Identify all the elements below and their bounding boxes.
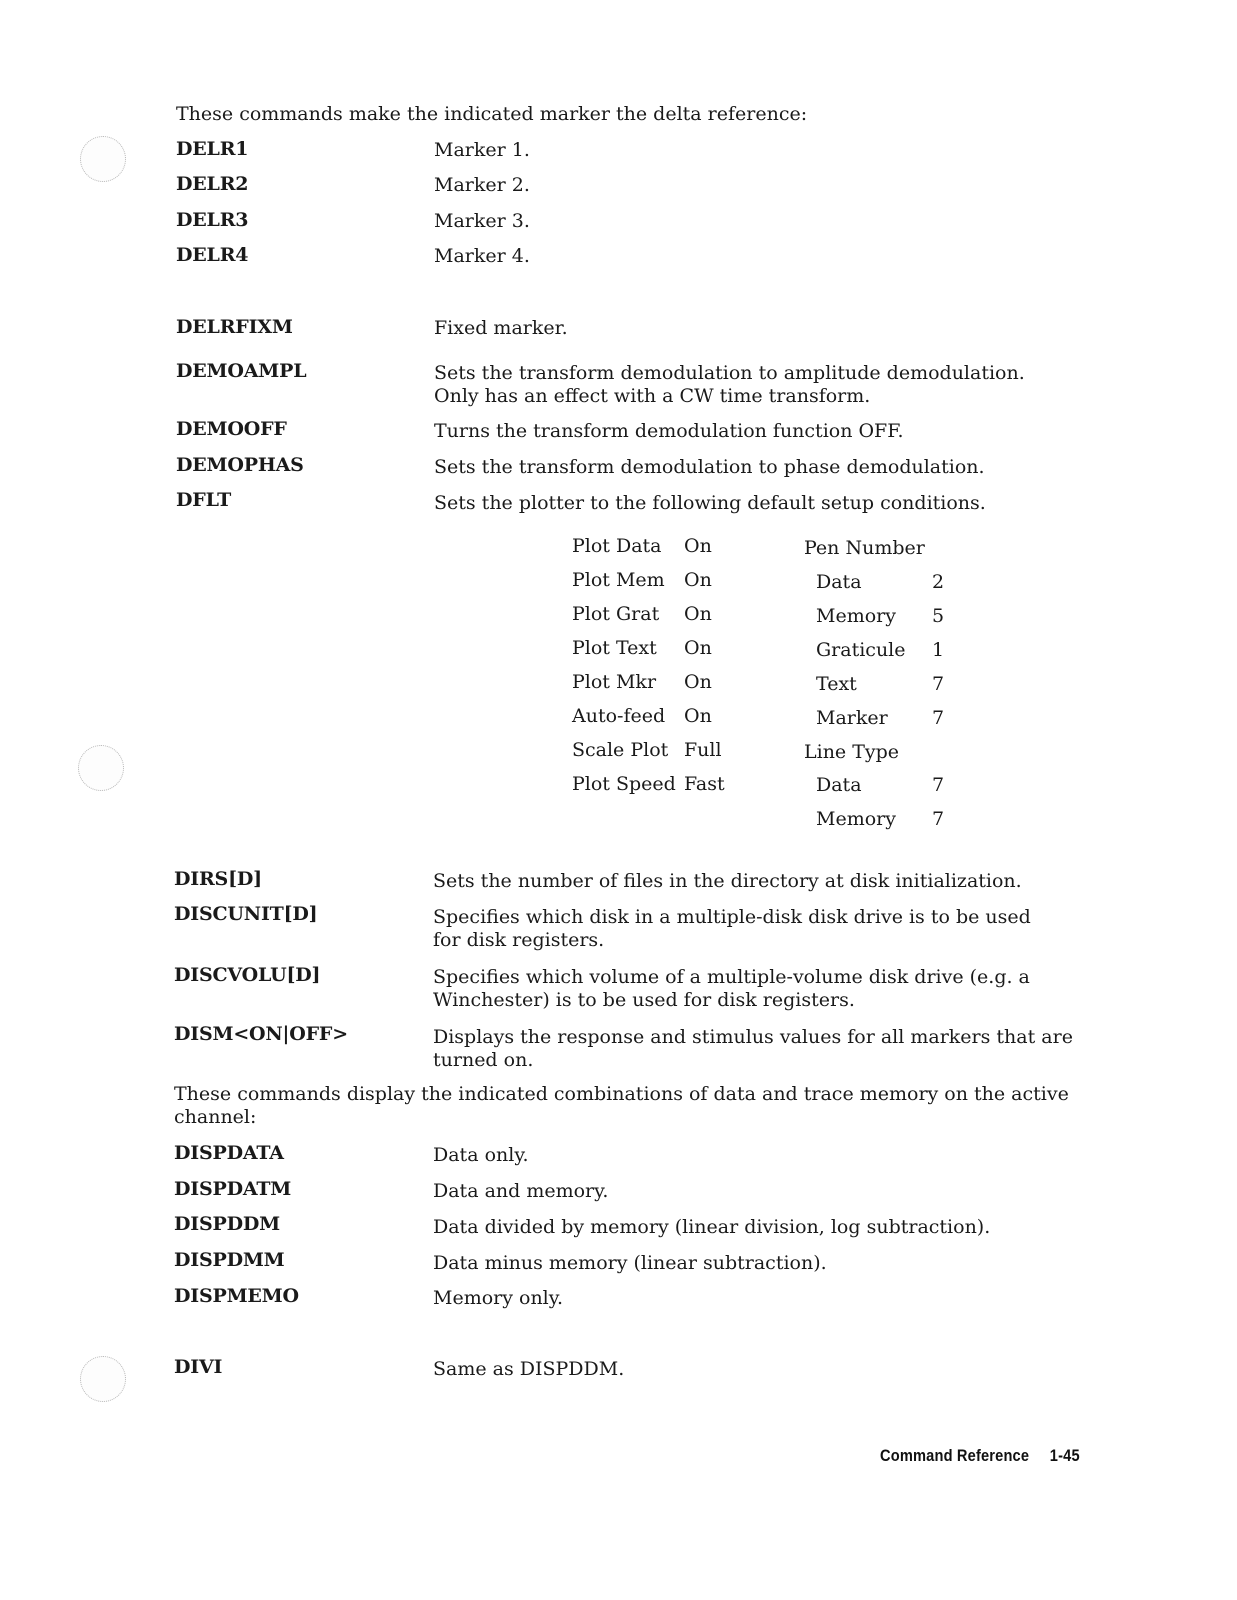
command-name: DISPDDM [174, 1213, 280, 1235]
table-value: Fast [684, 773, 725, 795]
command-description: Marker 2. [434, 174, 530, 196]
table-value: 7 [932, 774, 945, 796]
command-description: Sets the transform demodulation to phase demodulation. [434, 456, 985, 478]
command-name: DISCVOLU[D] [174, 964, 321, 986]
command-description: Memory only. [433, 1287, 564, 1309]
command-name: DELR2 [176, 173, 249, 195]
intro-delta-text: These commands make the indicated marker the delta reference: [176, 103, 808, 125]
command-name: DISPDATM [174, 1178, 292, 1200]
command-name: DISCUNIT[D] [174, 903, 318, 925]
table-value: 7 [932, 808, 945, 830]
table-value: On [684, 705, 712, 727]
command-description: Data divided by memory (linear division, log subtraction). [433, 1216, 991, 1238]
table-label: Plot Grat [572, 603, 660, 625]
footer-section-title: Command Reference [880, 1446, 1030, 1465]
table-heading: Pen Number [804, 537, 925, 559]
table-value: On [684, 637, 712, 659]
command-description: Displays the response and stimulus values for all markers that are turned on. [433, 1026, 1073, 1071]
table-label: Memory [816, 605, 896, 627]
command-name: DELR4 [176, 244, 249, 266]
table-value: 5 [932, 605, 945, 627]
table-label: Memory [816, 808, 896, 830]
table-label: Data [816, 774, 862, 796]
table-label: Auto-feed [572, 705, 666, 727]
command-description: Data only. [433, 1144, 529, 1166]
command-description: Marker 4. [434, 245, 530, 267]
command-name: DISPDMM [174, 1249, 285, 1271]
table-value: On [684, 603, 712, 625]
table-value: 2 [932, 571, 945, 593]
command-name: DFLT [176, 489, 232, 511]
command-name: DISM<ON|OFF> [174, 1023, 348, 1045]
table-value: 7 [932, 673, 945, 695]
table-value: Full [684, 739, 722, 761]
command-description: Specifies which volume of a multiple-volume disk drive (e.g. a Winchester) is to be used for disk registers. [433, 966, 1030, 1011]
intro-display-text: These commands display the indicated combinations of data and trace memory on the active channel: [174, 1083, 1069, 1128]
table-label: Scale Plot [572, 739, 669, 761]
binder-hole-top [80, 136, 126, 182]
command-name: DISPDATA [174, 1142, 284, 1164]
command-description: Sets the transform demodulation to amplitude demodulation. Only has an effect with a CW time transform. [434, 362, 1025, 407]
command-name: DELR3 [176, 209, 249, 231]
page-number: 1-45 [1049, 1446, 1080, 1465]
command-description: Same as DISPDDM. [433, 1358, 625, 1380]
table-label: Plot Mkr [572, 671, 657, 693]
command-name: DEMOOFF [176, 418, 287, 440]
command-description: Marker 3. [434, 210, 530, 232]
binder-hole-middle [78, 745, 124, 791]
binder-hole-bottom [80, 1356, 126, 1402]
command-name: DISPMEMO [174, 1285, 299, 1307]
command-description: Marker 1. [434, 139, 530, 161]
table-value: 1 [932, 639, 945, 661]
command-description: Sets the plotter to the following default setup conditions. [434, 492, 986, 514]
command-name: DIRS[D] [174, 868, 262, 890]
command-description: Data minus memory (linear subtraction). [433, 1252, 827, 1274]
table-heading: Line Type [804, 741, 900, 763]
command-name: DEMOPHAS [176, 454, 304, 476]
command-description: Data and memory. [433, 1180, 609, 1202]
table-value: On [684, 671, 712, 693]
table-value: 7 [932, 707, 945, 729]
command-name: DEMOAMPL [176, 360, 307, 382]
command-description: Turns the transform demodulation function OFF. [434, 420, 904, 442]
table-label: Marker [816, 707, 888, 729]
table-label: Plot Text [572, 637, 657, 659]
table-label: Plot Data [572, 535, 662, 557]
table-label: Text [816, 673, 857, 695]
command-name: DELR1 [176, 138, 249, 160]
table-value: On [684, 569, 712, 591]
page-footer [880, 1446, 1080, 1466]
command-description: Fixed marker. [434, 317, 568, 339]
command-name: DIVI [174, 1356, 223, 1378]
command-description: Sets the number of files in the directory at disk initialization. [433, 870, 1022, 892]
table-value: On [684, 535, 712, 557]
table-label: Data [816, 571, 862, 593]
table-label: Plot Speed [572, 773, 676, 795]
command-name: DELRFIXM [176, 316, 293, 338]
table-label: Plot Mem [572, 569, 665, 591]
table-label: Graticule [816, 639, 906, 661]
command-description: Specifies which disk in a multiple-disk disk drive is to be used for disk registers. [433, 906, 1031, 951]
